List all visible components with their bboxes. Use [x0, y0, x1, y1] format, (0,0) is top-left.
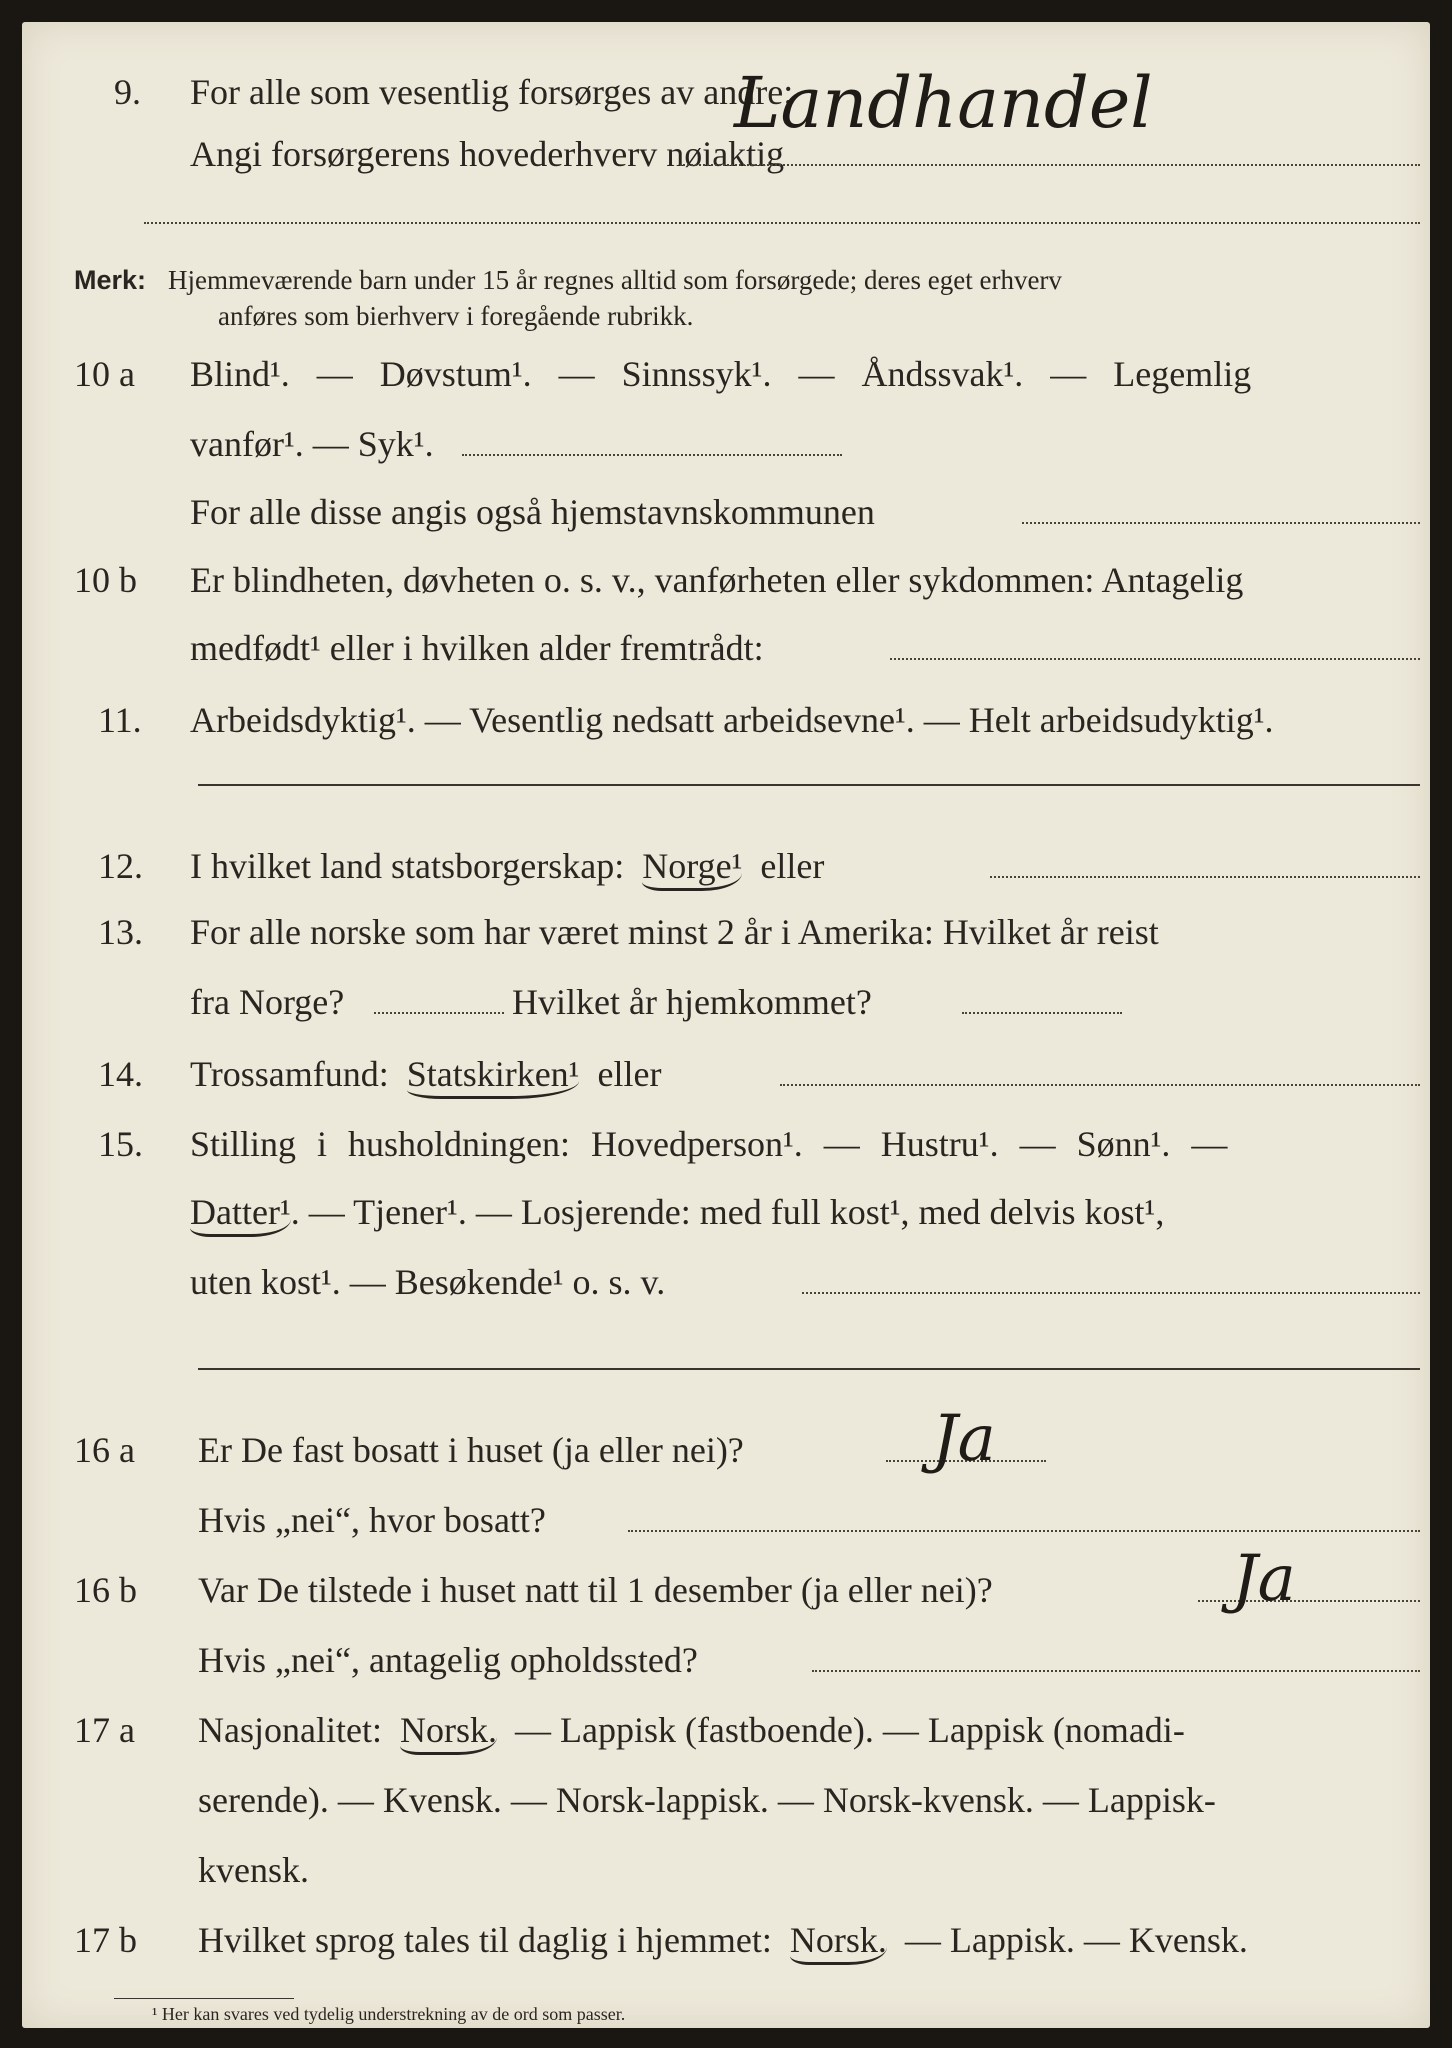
q16a-number: 16 a [74, 1430, 135, 1470]
q15-line1: Stilling i husholdningen: Hovedperson¹. — Hustru¹. — Sønn¹. — [190, 1124, 1228, 1164]
q17b-number: 17 b [74, 1920, 137, 1960]
q10b-line1: Er blindheten, døvheten o. s. v., vanførheten eller sykdommen: Antagelig [190, 560, 1244, 600]
q9-line2: Angi forsørgerens hovederhverv nøiaktig [190, 134, 785, 174]
q15-separator [198, 1368, 1420, 1370]
q17a-line1 [198, 1708, 1185, 1752]
q12-question: I hvilket land statsborgerskap: [190, 846, 625, 886]
q16a-handwritten-answer: Ja [932, 1402, 996, 1476]
q15-answer-line [802, 1292, 1420, 1294]
q15-number: 15. [98, 1124, 143, 1164]
merk-line1: Hjemmeværende barn under 15 år regnes alltid som forsørgede; deres eget erhverv [168, 265, 1062, 295]
q10b-line2: medfødt¹ eller i hvilken alder fremtrådt: [190, 628, 764, 668]
q11-line1: Arbeidsdyktig¹. — Vesentlig nedsatt arbeidsevne¹. — Helt arbeidsudyktig¹. [190, 700, 1274, 740]
q16b-number: 16 b [74, 1570, 137, 1610]
q14-question: Trossamfund: [190, 1054, 389, 1094]
q17a-question: Nasjonalitet: [198, 1710, 382, 1750]
q9-answer-line [680, 164, 1420, 166]
q16b-handwritten-answer: Ja [1232, 1542, 1296, 1616]
q10b-number: 10 b [74, 560, 137, 600]
q16a-bosatt-line [628, 1530, 1420, 1532]
q15-line2 [190, 1190, 1164, 1234]
q13-reist-line [374, 1012, 504, 1014]
q12-answer-line [990, 876, 1420, 878]
census-form-page [22, 22, 1430, 2028]
q13-line2a: fra Norge? [190, 982, 345, 1022]
q13-line1: For alle norske som har været minst 2 år i Amerika: Hvilket år reist [190, 912, 1159, 952]
q17a-line1-rest: — Lappisk (fastboende). — Lappisk (nomadi- [514, 1710, 1185, 1750]
q17a-line3: kvensk. [198, 1850, 309, 1890]
q16a-line2: Hvis „nei“, hvor bosatt? [198, 1500, 546, 1540]
q9-number: 9. [114, 72, 141, 112]
q10a-line1: Blind¹. — Døvstum¹. — Sinnssyk¹. — Åndssvak¹. — Legemlig [190, 354, 1252, 394]
q10a-line3: For alle disse angis også hjemstavnskommunen [190, 492, 875, 532]
q9-handwritten-answer: Landhandel [734, 62, 1153, 144]
q16b-line2: Hvis „nei“, antagelig opholdssted? [198, 1640, 698, 1680]
q15-line2-rest: . — Tjener¹. — Losjerende: med full kost¹, med delvis kost¹, [290, 1192, 1165, 1232]
q9-continuation-line [144, 222, 1420, 224]
q10a-syk-line [462, 454, 842, 456]
q14-eller: eller [597, 1054, 662, 1094]
q16b-opholdssted-line [812, 1670, 1420, 1672]
q12-eller: eller [760, 846, 825, 886]
q16a-line1: Er De fast bosatt i huset (ja eller nei)? [198, 1430, 744, 1470]
q10a-number: 10 a [74, 354, 135, 394]
q10a-line2: vanfør¹. — Syk¹. [190, 424, 434, 464]
q16b-line1: Var De tilstede i huset natt til 1 desember (ja eller nei)? [198, 1570, 993, 1610]
q14-answer-line [780, 1084, 1420, 1086]
merk-line2: anføres som bierhverv i foregående rubrikk. [218, 301, 694, 331]
q13-hjemkommet-line [962, 1012, 1122, 1014]
q13-number: 13. [98, 912, 143, 952]
q12-underlined-choice: Norge¹ [642, 846, 742, 891]
q10b-answer-line [890, 658, 1420, 660]
q17a-number: 17 a [74, 1710, 135, 1750]
q11-number: 11. [98, 700, 142, 740]
footnote: ¹ Her kan svares ved tydelig understrekning av de ord som passer. [152, 2004, 626, 2024]
q17b-underlined-choice: Norsk. [790, 1920, 887, 1965]
q17b-question: Hvilket sprog tales til daglig i hjemmet: [198, 1920, 772, 1960]
q9-line1: For alle som vesentlig forsørges av andre: [190, 72, 794, 112]
q15-line3: uten kost¹. — Besøkende¹ o. s. v. [190, 1262, 666, 1302]
merk-label: Merk: [74, 265, 147, 295]
q10a-hjemstavn-line [1022, 522, 1420, 524]
q17b-rest: — Lappisk. — Kvensk. [904, 1920, 1248, 1960]
q12-line [190, 844, 824, 888]
q13-line2b: Hvilket år hjemkommet? [512, 982, 872, 1022]
q14-underlined-choice: Statskirken¹ [407, 1054, 580, 1099]
q12-number: 12. [98, 846, 143, 886]
q15-underlined-choice: Datter¹ [190, 1192, 291, 1237]
q14-line [190, 1052, 661, 1096]
q14-number: 14. [98, 1054, 143, 1094]
footnote-rule [114, 1998, 294, 1999]
q11-separator [198, 784, 1420, 786]
q17a-line2: serende). — Kvensk. — Norsk-lappisk. — Norsk-kvensk. — Lappisk- [198, 1780, 1216, 1820]
q17a-underlined-choice: Norsk. [400, 1710, 497, 1755]
q17b-line [198, 1918, 1248, 1962]
